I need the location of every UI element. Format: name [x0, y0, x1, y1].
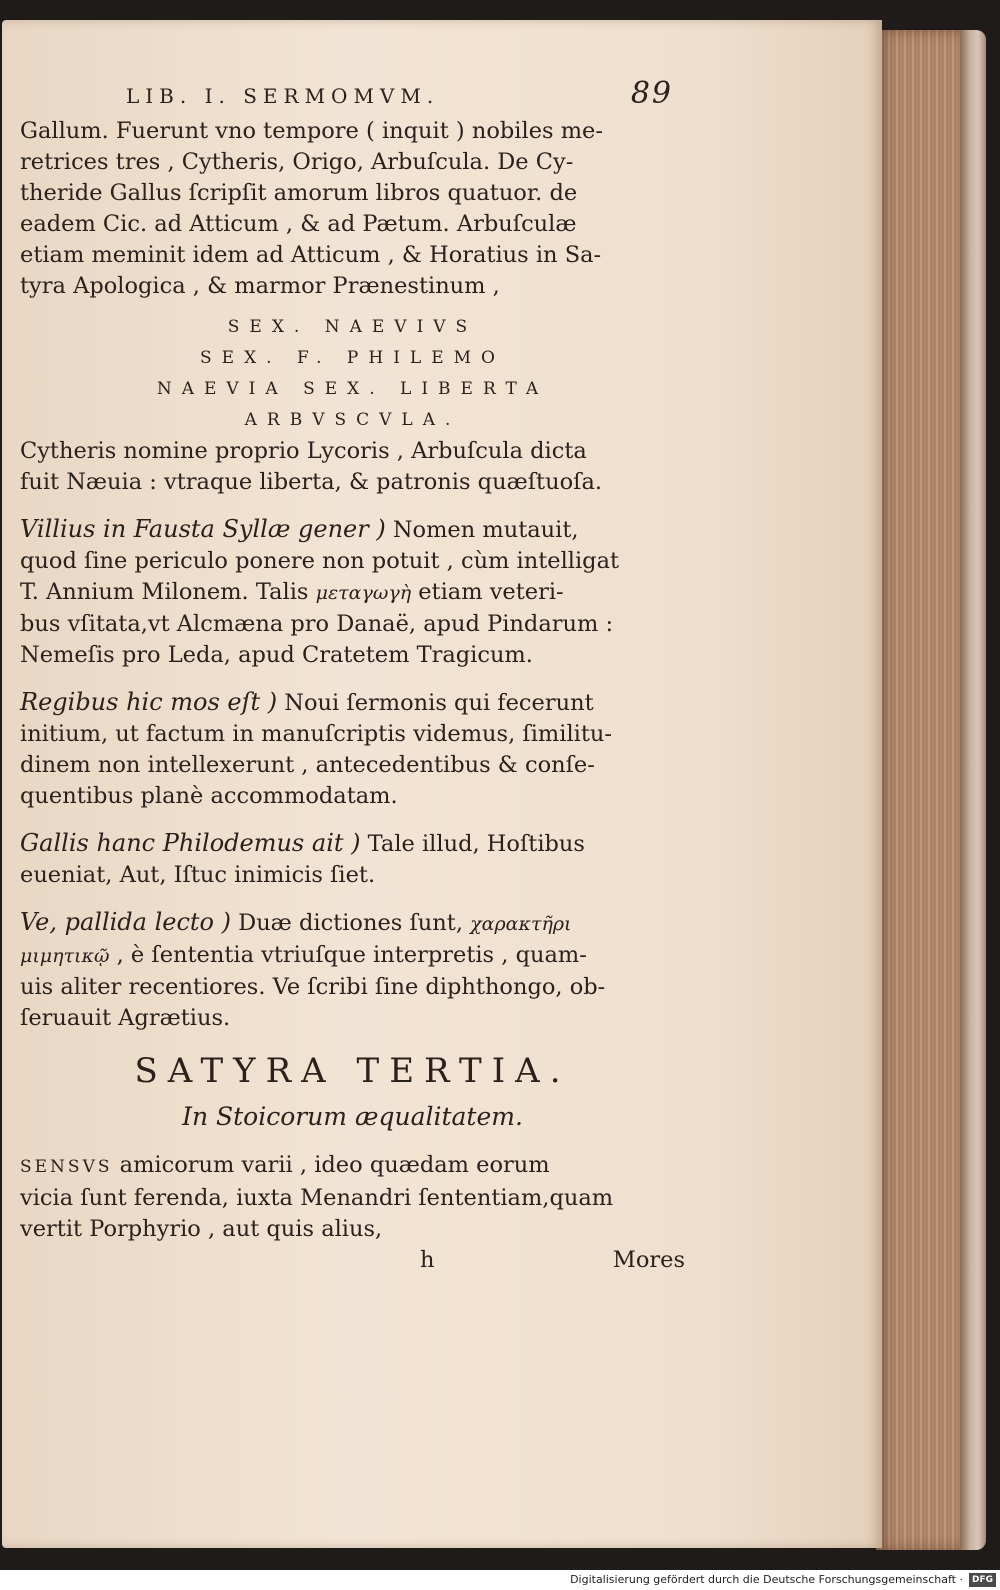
paragraph-6	[20, 907, 685, 1034]
text-span: Duæ dictiones ſunt,	[231, 910, 471, 936]
text-line	[20, 687, 685, 719]
text-line: uis aliter recentiores. Ve ſcribi ſine diphthongo, ob-	[20, 974, 606, 1000]
text-span: etiam veteri-	[411, 579, 564, 605]
inscription	[20, 312, 685, 436]
text-line: vicia ſunt ferenda, iuxta Menandri ſententiam,quam	[20, 1185, 614, 1211]
text-line: tyra Apologica , & marmor Prænestinum ,	[20, 273, 500, 299]
running-head	[20, 78, 685, 112]
text-line: dinem non intellexerunt , antecedentibus & conſe-	[20, 752, 595, 778]
lemma: Regibus hic mos eſt )	[20, 688, 278, 716]
text-span: Nomen mutauit,	[385, 517, 579, 543]
credit-text: Digitalisierung gefördert durch die Deutsche Forschungsgemeinschaft ·	[570, 1573, 963, 1586]
inscription-line: NAEVIA SEX. LIBERTA	[156, 379, 549, 399]
page-footer	[20, 1245, 685, 1276]
text-line: vertit Porphyrio , aut quis alius,	[20, 1216, 383, 1242]
greek-word: μιμητικῷ	[20, 945, 110, 967]
small-caps-opening: SENSVS	[20, 1157, 113, 1177]
text-line	[20, 514, 685, 546]
lemma: Ve, pallida lecto )	[20, 908, 231, 936]
section-subtitle: In Stoicorum æqualitatem.	[182, 1102, 523, 1131]
greek-word: μεταγωγὴ	[315, 582, 412, 604]
greek-word: χαρακτῆρι	[470, 913, 572, 935]
paragraph-4	[20, 687, 685, 812]
running-head-title: LIB. I. SERMOMVM.	[126, 84, 440, 108]
text-line: bus vſitata,vt Alcmæna pro Danaë, apud Pindarum :	[20, 611, 614, 637]
text-line	[20, 940, 685, 972]
text-line	[20, 907, 685, 940]
text-line	[20, 1150, 685, 1183]
page-number: 89	[630, 76, 673, 111]
text-line: quentibus planè accommodatam.	[20, 783, 398, 809]
catchword: Mores	[612, 1247, 685, 1273]
page-fore-edge	[876, 30, 986, 1550]
paragraph-5	[20, 828, 685, 891]
paragraph-2	[20, 436, 685, 498]
text-line	[20, 828, 685, 860]
text-line	[20, 577, 685, 609]
inscription-line: SEX. NAEVIVS	[227, 317, 478, 337]
paragraph-1	[20, 116, 685, 302]
text-line: eadem Cic. ad Atticum , & ad Pætum. Arbuſculæ	[20, 211, 577, 237]
text-span: Tale illud, Hoſtibus	[360, 831, 585, 857]
page-text	[20, 78, 685, 1276]
digitization-credit	[0, 1570, 1000, 1590]
text-line: etiam meminit idem ad Atticum , & Horatius in Sa-	[20, 242, 602, 268]
text-span: amicorum varii , ideo quædam eorum	[112, 1152, 550, 1178]
lemma: Gallis hanc Philodemus ait )	[20, 829, 361, 857]
text-line: fuit Næuia : vtraque liberta, & patronis quæſtuoſa.	[20, 469, 603, 495]
text-line: Cytheris nomine proprio Lycoris , Arbuſcula dicta	[20, 438, 587, 464]
dfg-logo-icon: DFG	[969, 1573, 996, 1587]
text-span: Noui ſermonis qui fecerunt	[277, 690, 594, 716]
lemma: Villius in Fausta Syllæ gener )	[20, 515, 386, 543]
text-span: T. Annium Milonem. Talis	[20, 579, 316, 605]
text-line: Gallum. Fuerunt vno tempore ( inquit ) nobiles me-	[20, 118, 603, 144]
signature-mark: h	[420, 1247, 435, 1273]
text-line: retrices tres , Cytheris, Origo, Arbuſcula. De Cy-	[20, 149, 574, 175]
text-line: theride Gallus ſcripſit amorum libros quatuor. de	[20, 180, 578, 206]
text-line: quod ſine periculo ponere non potuit , cùm intelligat	[20, 548, 620, 574]
paragraph-3	[20, 514, 685, 671]
text-line: initium, ut factum in manuſcriptis videmus, ſimilitu-	[20, 721, 612, 747]
text-line: ſeruauit Agrætius.	[20, 1005, 231, 1031]
paragraph-7	[20, 1150, 685, 1245]
text-line: eueniat, Aut, Iſtuc inimicis ſiet.	[20, 862, 376, 888]
inscription-line: ARBVSCVLA.	[244, 410, 461, 430]
text-span: , è ſententia vtriuſque interpretis , quam-	[109, 942, 587, 968]
inscription-line: SEX. F. PHILEMO	[200, 348, 505, 368]
section-title: SATYRA TERTIA.	[134, 1051, 571, 1091]
text-line: Nemeſis pro Leda, apud Cratetem Tragicum.	[20, 642, 533, 668]
